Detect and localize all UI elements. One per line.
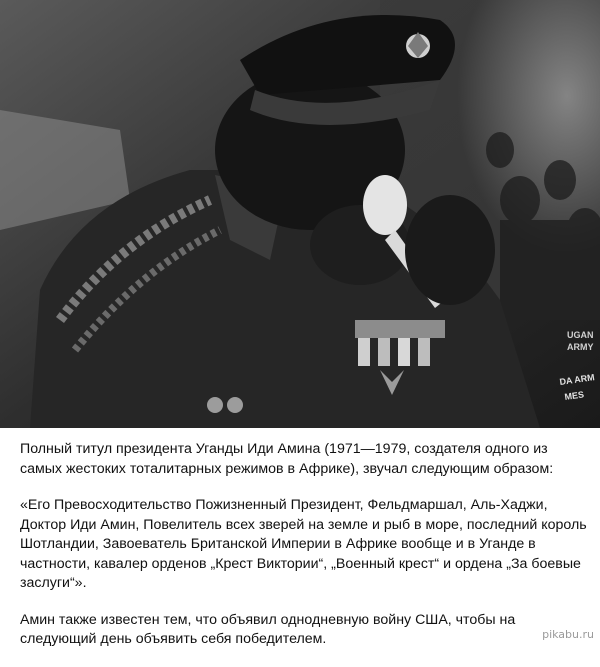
watermark: pikabu.ru — [542, 628, 594, 641]
shoulder-patch-text-1: UGAN — [567, 330, 594, 340]
article-paragraph-intro: Полный титул президента Уганды Иди Амина (1971—1979, создателя одного из самых жестоких тоталитарных режимов в Африке), звучал следующим образом: — [20, 441, 554, 477]
banner-text-1: DA ARM — [558, 372, 596, 387]
article-paragraph-title-quote: «Его Превосходительство Пожизненный Президент, Фельдмаршал, Аль-Хаджи, Доктор Иди Амин, Повелитель всех зверей на земле и рыб в море, последний король Шотландии, Завоеватель Британской Империи в Африке вообще и в Уганде в частности, кавалер орденов „Крест Виктории“, „Военный крест“ и ордена „За боевые заслуги“». — [20, 497, 587, 591]
article-text — [20, 440, 590, 667]
banner-text-2: MES — [563, 389, 585, 402]
shoulder-patch-text-2: ARMY — [567, 342, 594, 352]
article-paragraph-war: Амин также известен тем, что объявил однодневную войну США, чтобы на следующий день объявить себя победителем. — [20, 611, 516, 647]
